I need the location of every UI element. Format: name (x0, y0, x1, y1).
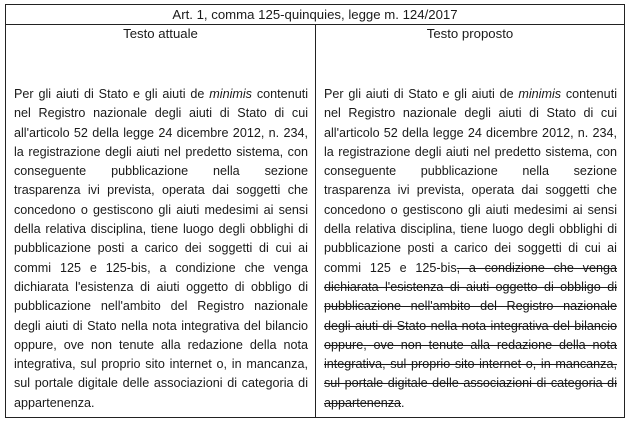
current-text-italic-term: minimis (209, 87, 252, 101)
proposed-text-intro: Per gli aiuti di Stato e gli aiuti de (324, 87, 519, 101)
proposed-text-deleted-passage: , a condizione che venga dichiarata l'esistenza di aiuti oggetto di obbligo di pubblicazione nell'ambito del Registro nazionale degli aiuti di Stato nella nota integrativa del bilancio oppure, ove non tenute alla redazione della nota integrativa, sul proprio sito internet o, in mancanza, sul portale digitale delle associazioni di categoria di appartenenza (324, 260, 617, 410)
current-text-heading: Testo attuale (123, 26, 198, 41)
current-text-body (14, 85, 308, 413)
proposed-text-italic-term: minimis (518, 87, 562, 101)
proposed-text-column (315, 25, 624, 417)
table-columns (6, 25, 624, 417)
comparison-table (5, 4, 625, 418)
current-text-column (6, 25, 315, 417)
proposed-text-heading: Testo proposto (426, 26, 514, 41)
current-text-paragraph: contenuti nel Registro nazionale degli aiuti di Stato di cui all'articolo 52 della legge 24 dicembre 2012, n. 234, la registrazione degli aiuti nel predetto sistema, con conseguente pubblicazione nella sezione trasparenza ivi prevista, operata dai soggetti che concedono o gestiscono gli aiuti medesimi ai sensi della relativa disciplina, tiene luogo degli obblighi di pubblicazione posti a carico dei soggetti di cui ai commi 125 e 125-bis, a condizione che venga dichiarata l'esistenza di aiuti oggetto di obbligo di pubblicazione nell'ambito del Registro nazionale degli aiuti di Stato nella nota integrativa del bilancio oppure, ove non tenute alla redazione della nota integrativa, sul proprio sito internet o, in mancanza, sul portale digitale delle associazioni di categoria di appartenenza. (14, 87, 308, 410)
proposed-text-paragraph: contenuti nel Registro nazionale degli aiuti di Stato di cui all'articolo 52 della legge 24 dicembre 2012, n. 234, la registrazione degli aiuti nel predetto sistema, con conseguente pubblicazione nella sezione trasparenza ivi prevista, operata dai soggetti che concedono o gestiscono gli aiuti medesimi ai sensi della relativa disciplina, tiene luogo degli obblighi di pubblicazione posti a carico dei soggetti di cui ai commi 125 e 125-bis (324, 87, 617, 275)
proposed-text-body (324, 85, 617, 413)
table-title: Art. 1, comma 125-quinquies, legge m. 124/2017 (6, 5, 624, 25)
proposed-text-end: . (401, 395, 405, 410)
current-text-intro: Per gli aiuti di Stato e gli aiuti de (14, 87, 210, 101)
